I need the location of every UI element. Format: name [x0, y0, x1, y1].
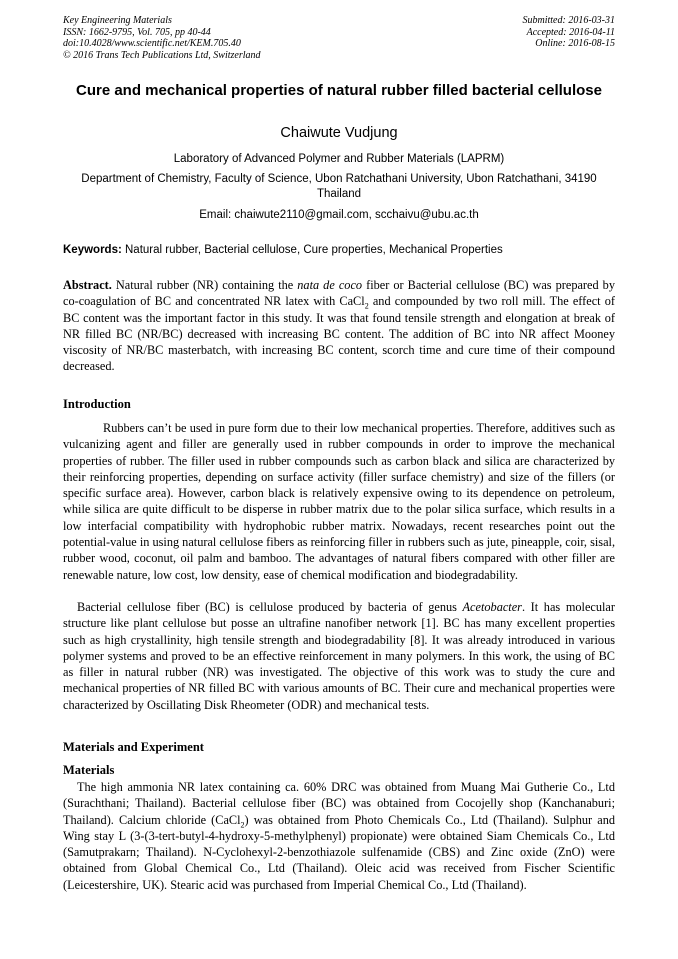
online-date: Online: 2016-08-15 — [535, 38, 615, 49]
intro-p2-text-2: . It has molecular structure like plant cellulose but posse an ultrafine nanofiber network [1]. BC has many excellent properties such as high crystallinity, high tensile strength and biodegradability [8]. It was already introduced in various polymer systems and proved to be an effective reinforcement in many polymers. In this work, the using of BC as filler in natural rubber (NR) was investigated. The objective of this work was to study the cure and mechanical properties of NR filled BC with various amounts of BC. Their cure and mechanical properties were characterized by Oscillating Disk Rheometer (ODR) and mechanical tests. — [63, 600, 615, 712]
materials-text-1: The high ammonia NR latex containing ca. 60% DRC was obtained from Muang Mai Gutherie Co., Ltd (Surachthani; Thailand). Bacterial cellulose fiber (BC) was obtained from Cocojelly shop (Kanchanaburi; Thailand). Calcium chloride (CaCl — [63, 780, 615, 827]
issn: ISSN: 1662-9795, Vol. 705, pp 40-44 — [63, 26, 211, 38]
materials-experiment-heading: Materials and Experiment — [63, 740, 204, 754]
paper-title: Cure and mechanical properties of natural rubber filled bacterial cellulose — [76, 82, 602, 99]
abstract-text-3: and compounded by two roll mill. The effect of BC content was the important factor in this study. It was that found tensile strength and elongation at break of NR filled BC (NR/BC) decreased with increasing BC content. The addition of BC into NR affect Mooney viscosity of NR/BC masterbatch, with increasing BC content, scorch time and cure time of their compound decreased. — [63, 294, 616, 374]
abstract-italic: nata de coco — [297, 278, 363, 292]
author-name: Chaiwute Vudjung — [280, 125, 398, 141]
doi: doi:10.4028/www.scientific.net/KEM.705.40 — [63, 38, 241, 49]
accepted-date: Accepted: 2016-04-11 — [526, 26, 615, 38]
abstract-text-2: fiber or Bacterial cellulose (BC) was prepared by co-coagulation of BC and concentrated NR latex with CaCl — [63, 278, 615, 309]
intro-p2-italic: Acetobacter — [462, 600, 522, 614]
materials-subheading: Materials — [63, 763, 115, 777]
journal-info — [63, 15, 261, 61]
keywords — [63, 243, 615, 258]
journal-name: Key Engineering Materials — [63, 15, 172, 26]
abstract — [63, 277, 615, 375]
keywords-label: Keywords: — [63, 244, 122, 256]
materials-paragraph — [63, 779, 615, 893]
materials-text-2: ) was obtained from Photo Chemicals Co., Ltd (Thailand). Sulphur and Wing stay L (3-(3-tert-butyl-4-hydroxy-5-methylphenyl) propionate) were obtained Siam Chemicals Co., Ltd (Samutprakarn; Thailand). N-Cyclohexyl-2-benzothiazole sulfenamide (CBS) and Zinc oxide (ZnO) were obtained from Global Chemical Co., Ltd (Thailand). Oleic acid was received from Fischer Scientific (Leicestershire, UK). Stearic acid was purchased from Imperial Chemical Co., Ltd (Thailand). — [63, 812, 615, 892]
introduction-heading: Introduction — [63, 397, 131, 411]
affiliation-lab: Laboratory of Advanced Polymer and Rubber Materials (LAPRM) — [173, 153, 505, 165]
materials-subscript: 2 — [240, 820, 245, 830]
abstract-text-1: Natural rubber (NR) containing the — [111, 278, 298, 292]
introduction-paragraph-1: Rubbers can’t be used in pure form due to their low mechanical properties. Therefore, additives such as vulcanizing agent and filler are generally used in rubber compounds in order to improve the mechanical properties of rubber. The filler used in rubber compounds such as carbon black and silica are characterized by their reinforcing properties, depending on surface activity (filler surface chemistry) and size of the fillers (or specific surface area). However, carbon black is relatively expensive owing to its dependence on petroleum, while silica are quite difficult to be disperse in rubber matrix due to the polar silica surface, which results in a low interfacial compatibility with hydrophobic rubber matrix. Nowadays, recent researches point out the potential-value in using natural cellulose fibers as reinforcing filler in rubbers such as jute, pineapple, coir, sisal, rubber wood, coconut, oil palm and bamboo. The advantages of natural fibers compared with other filler are renewable nature, low cost, low density, ease of chemical modification and biodegradability. — [63, 421, 616, 582]
abstract-subscript: 2 — [364, 301, 369, 311]
dates-info — [523, 15, 616, 50]
keywords-text: Natural rubber, Bacterial cellulose, Cure properties, Mechanical Properties — [121, 244, 503, 256]
introduction-paragraph-2 — [63, 599, 615, 713]
email: Email: chaiwute2110@gmail.com, scchaivu@ubu.ac.th — [199, 209, 479, 221]
abstract-label: Abstract. — [63, 278, 112, 292]
copyright: © 2016 Trans Tech Publications Ltd, Switzerland — [63, 49, 261, 61]
submitted-date: Submitted: 2016-03-31 — [522, 15, 615, 26]
affiliation-department: Department of Chemistry, Faculty of Science, Ubon Ratchathani University, Ubon Ratchathani, 34190 Thailand — [81, 173, 597, 200]
intro-p2-text-1: Bacterial cellulose fiber (BC) is cellulose produced by bacteria of genus — [77, 600, 463, 614]
